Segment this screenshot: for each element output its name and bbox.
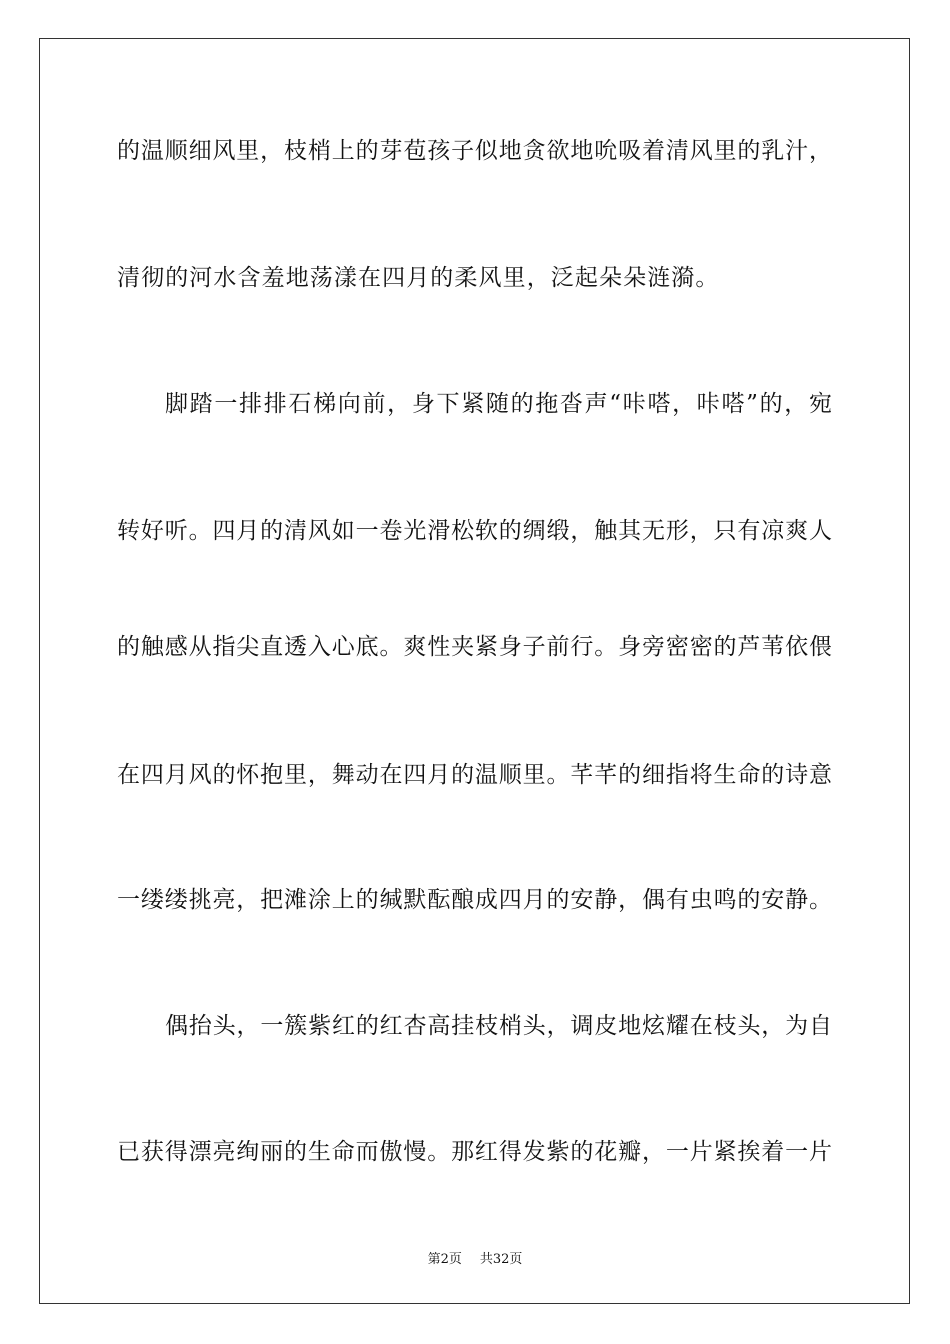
paragraph-first-line: 偶抬头，一簇紫红的红杏高挂枝梢头，调皮地炫耀在枝头，为自 (165, 1013, 832, 1039)
text-line: 的触感从指尖直透入心底。爽性夹紧身子前行。身旁密密的芦苇依偎 (117, 634, 832, 660)
page-number: 第2页 (427, 1252, 462, 1267)
page-footer (0, 1248, 950, 1267)
text-line: 的温顺细风里，枝梢上的芽苞孩子似地贪欲地吮吸着清风里的乳汁， (117, 138, 832, 164)
page-total: 共32页 (479, 1252, 523, 1267)
text-line: 一缕缕挑亮，把滩涂上的缄默酝酿成四月的安静，偶有虫鸣的安静。 (117, 887, 832, 913)
text-line: 清彻的河水含羞地荡漾在四月的柔风里，泛起朵朵涟漪。 (117, 265, 720, 291)
text-line: 已获得漂亮绚丽的生命而傲慢。那红得发紫的花瓣，一片紧挨着一片 (117, 1139, 832, 1165)
paragraph-first-line: 脚踏一排排石梯向前，身下紧随的拖沓声“咔嗒，咔嗒”的，宛 (165, 391, 832, 417)
page-frame (39, 38, 910, 1304)
text-line: 在四月风的怀抱里，舞动在四月的温顺里。芊芊的细指将生命的诗意 (117, 762, 832, 788)
text-line: 转好听。四月的清风如一卷光滑松软的绸缎，触其无形，只有凉爽人 (117, 518, 832, 544)
